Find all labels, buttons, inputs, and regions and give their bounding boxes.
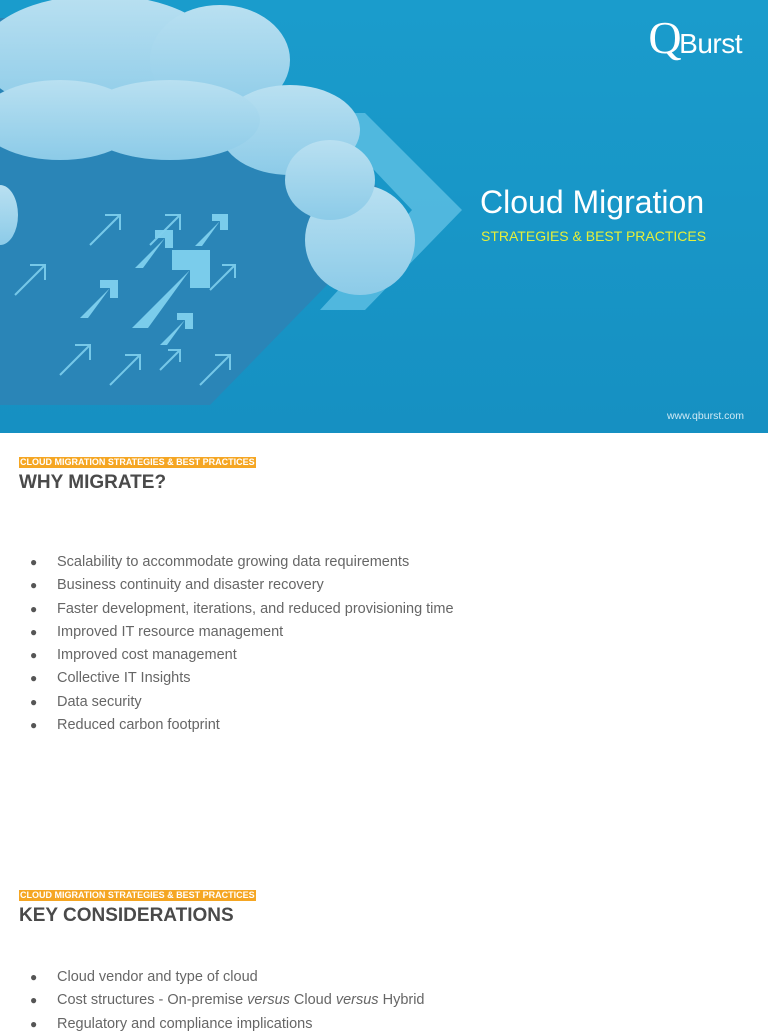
list-item-text: Improved cost management xyxy=(57,647,237,664)
list-item xyxy=(30,621,454,644)
logo-q: Q xyxy=(648,12,682,63)
section-heading: WHY MIGRATE? xyxy=(19,472,167,493)
bullet: ● xyxy=(30,993,38,1008)
section-heading: KEY CONSIDERATIONS xyxy=(19,905,234,926)
list-item xyxy=(30,598,454,621)
key-considerations-section xyxy=(19,885,256,927)
bullet: ● xyxy=(30,694,38,709)
section-tag: CLOUD MIGRATION STRATEGIES & BEST PRACTICES xyxy=(20,457,255,467)
list-item-emphasis: versus xyxy=(335,992,379,1009)
bullet: ● xyxy=(30,601,38,616)
bullet: ● xyxy=(30,624,38,639)
cover-banner xyxy=(0,0,768,433)
list-item-text: Cloud vendor and type of cloud xyxy=(57,969,258,985)
bullet: ● xyxy=(30,555,38,569)
section-tag: CLOUD MIGRATION STRATEGIES & BEST PRACTICES xyxy=(20,890,255,900)
list-item xyxy=(30,574,454,597)
list-item xyxy=(30,551,454,574)
list-item-text: Cost structures - On-premise xyxy=(57,992,248,1009)
bullet: ● xyxy=(30,671,38,686)
bullet: ● xyxy=(30,1016,38,1031)
bullet: ● xyxy=(30,648,38,663)
list-item xyxy=(30,667,454,690)
why-migrate-section xyxy=(19,452,256,494)
list-item-text: Reduced carbon footprint xyxy=(57,717,220,734)
list-item xyxy=(30,691,454,714)
list-item-text: Regulatory and compliance implications xyxy=(57,1015,313,1032)
list-item-text: Scalability to accommodate growing data requirements xyxy=(57,554,410,570)
key-considerations-list xyxy=(30,966,425,1036)
why-migrate-list xyxy=(30,551,454,737)
list-item xyxy=(30,644,454,667)
list-item-emphasis: versus xyxy=(247,992,290,1009)
list-item-text: Data security xyxy=(57,693,142,710)
logo-text: Burst xyxy=(679,28,742,59)
list-item xyxy=(30,1013,425,1036)
list-item xyxy=(30,966,425,989)
bullet: ● xyxy=(30,578,38,593)
qburst-logo xyxy=(648,12,742,63)
list-item-text: Faster development, iterations, and reduced provisioning time xyxy=(57,600,454,617)
list-item-text: Business continuity and disaster recovery xyxy=(57,577,324,594)
cover-subtitle: STRATEGIES & BEST PRACTICES xyxy=(481,228,707,244)
website-link[interactable]: www.qburst.com xyxy=(666,410,744,422)
list-item xyxy=(30,989,425,1012)
list-item-text: Collective IT Insights xyxy=(57,670,191,687)
list-item-text: Cloud xyxy=(289,992,336,1009)
bullet: ● xyxy=(30,718,38,733)
list-item-text: Improved IT resource management xyxy=(57,623,284,640)
list-item xyxy=(30,714,454,737)
list-item-text: Hybrid xyxy=(378,992,425,1009)
cover-title: Cloud Migration xyxy=(480,184,705,220)
bullet: ● xyxy=(30,970,38,984)
